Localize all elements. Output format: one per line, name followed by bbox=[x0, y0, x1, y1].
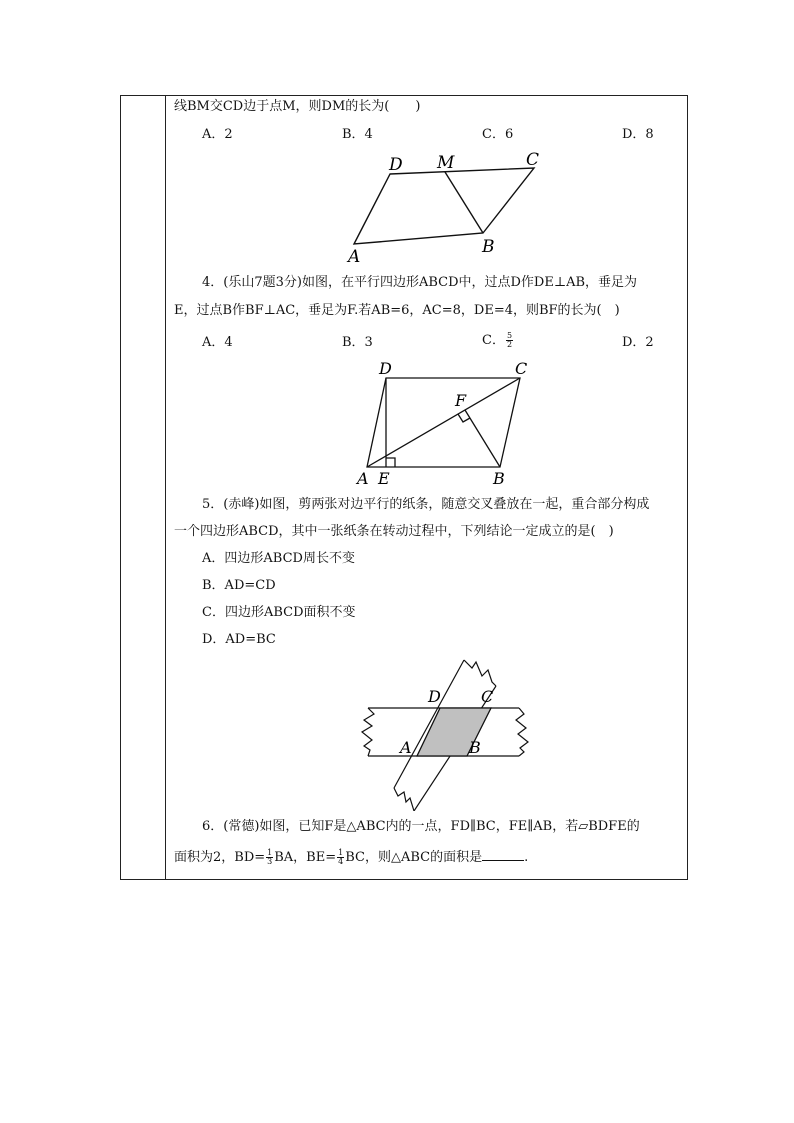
left-column bbox=[121, 96, 166, 879]
q3-label-m: M bbox=[437, 153, 455, 173]
q6-answer-blank bbox=[482, 848, 524, 861]
q3-stem: 线BM交CD边于点M，则DM的长为( ) bbox=[174, 99, 421, 114]
q3-choice-a: A．2 bbox=[202, 127, 233, 142]
q4-choice-c-fraction: $\frac{5}{2}$ bbox=[506, 331, 513, 349]
q5-strip-h-left-tear bbox=[362, 708, 374, 756]
q4-right-angle-e bbox=[386, 458, 395, 467]
q3-label-a: A bbox=[348, 247, 361, 266]
q4-label-c: C bbox=[515, 360, 528, 378]
q5-label-b: B bbox=[469, 738, 481, 757]
q4-label-b: B bbox=[493, 469, 505, 488]
q6-fraction-bd: $\frac{1}{3}$ bbox=[267, 848, 273, 866]
q5-strip-s-top-tear bbox=[464, 660, 496, 686]
q3-parallelogram bbox=[354, 168, 534, 244]
q3-label-d: D bbox=[389, 155, 403, 175]
q4-stem-line1: 4．(乐山7题3分)如图，在平行四边形ABCD中，过点D作DE⊥AB，垂足为 bbox=[202, 275, 638, 290]
q4-label-f: F bbox=[455, 391, 467, 410]
q3-label-b: B bbox=[482, 237, 495, 257]
question-table bbox=[120, 95, 688, 880]
q5-choice-a: A．四边形ABCD周长不变 bbox=[202, 551, 355, 566]
q6-stem-line1: 6．(常德)如图，已知F是△ABC内的一点，FD∥BC，FE∥AB，若▱BDFE的 bbox=[202, 819, 640, 834]
q3-parallelogram-figure bbox=[344, 148, 544, 266]
q5-label-d: D bbox=[428, 687, 441, 706]
q4-label-e: E bbox=[378, 469, 390, 488]
q3-choice-c: C．6 bbox=[482, 127, 514, 142]
q6-fraction-be: $\frac{1}{4}$ bbox=[338, 848, 344, 866]
q5-stem-line1: 5．(赤峰)如图，剪两张对边平行的纸条，随意交叉叠放在一起，重合部分构成 bbox=[202, 497, 650, 512]
q3-choice-b: B．4 bbox=[342, 127, 373, 142]
q4-diagonal-ac bbox=[367, 378, 520, 467]
q3-choice-d: D．8 bbox=[622, 127, 654, 142]
q4-choice-a: A．4 bbox=[202, 335, 233, 350]
q3-segment-bm bbox=[445, 172, 483, 233]
q5-label-c: C bbox=[481, 687, 494, 706]
q4-choice-c: C． $\frac{5}{2}$ bbox=[482, 331, 513, 349]
q5-strip-h-right-tear bbox=[516, 708, 528, 756]
q4-stem-line2: E，过点B作BF⊥AC，垂足为F.若AB=6，AC=8，DE=4，则BF的长为( ) bbox=[174, 303, 620, 318]
q5-strip-s-bottom-tear bbox=[394, 788, 414, 811]
q5-label-a: A bbox=[400, 738, 412, 757]
q4-parallelogram-figure bbox=[354, 360, 534, 490]
q3-label-c: C bbox=[526, 150, 540, 170]
q5-choice-b: B．AD=CD bbox=[202, 578, 276, 593]
q6-stem-line2: 面积为2，BD= $\frac{1}{3}$ BA，BE= $\frac{1}{4}$ BC，则△ABC的面积是 . bbox=[174, 848, 529, 866]
q5-choice-d: D．AD=BC bbox=[202, 632, 276, 647]
q5-paper-strips-figure bbox=[354, 656, 534, 811]
q5-choice-c: C．四边形ABCD面积不变 bbox=[202, 605, 356, 620]
q4-label-d: D bbox=[379, 360, 392, 378]
content-cell bbox=[174, 96, 684, 879]
q5-stem-line2: 一个四边形ABCD，其中一张纸条在转动过程中，下列结论一定成立的是( ) bbox=[174, 524, 614, 539]
q4-choice-b: B．3 bbox=[342, 335, 373, 350]
q4-label-a: A bbox=[357, 469, 369, 488]
q4-choice-d: D．2 bbox=[622, 335, 654, 350]
